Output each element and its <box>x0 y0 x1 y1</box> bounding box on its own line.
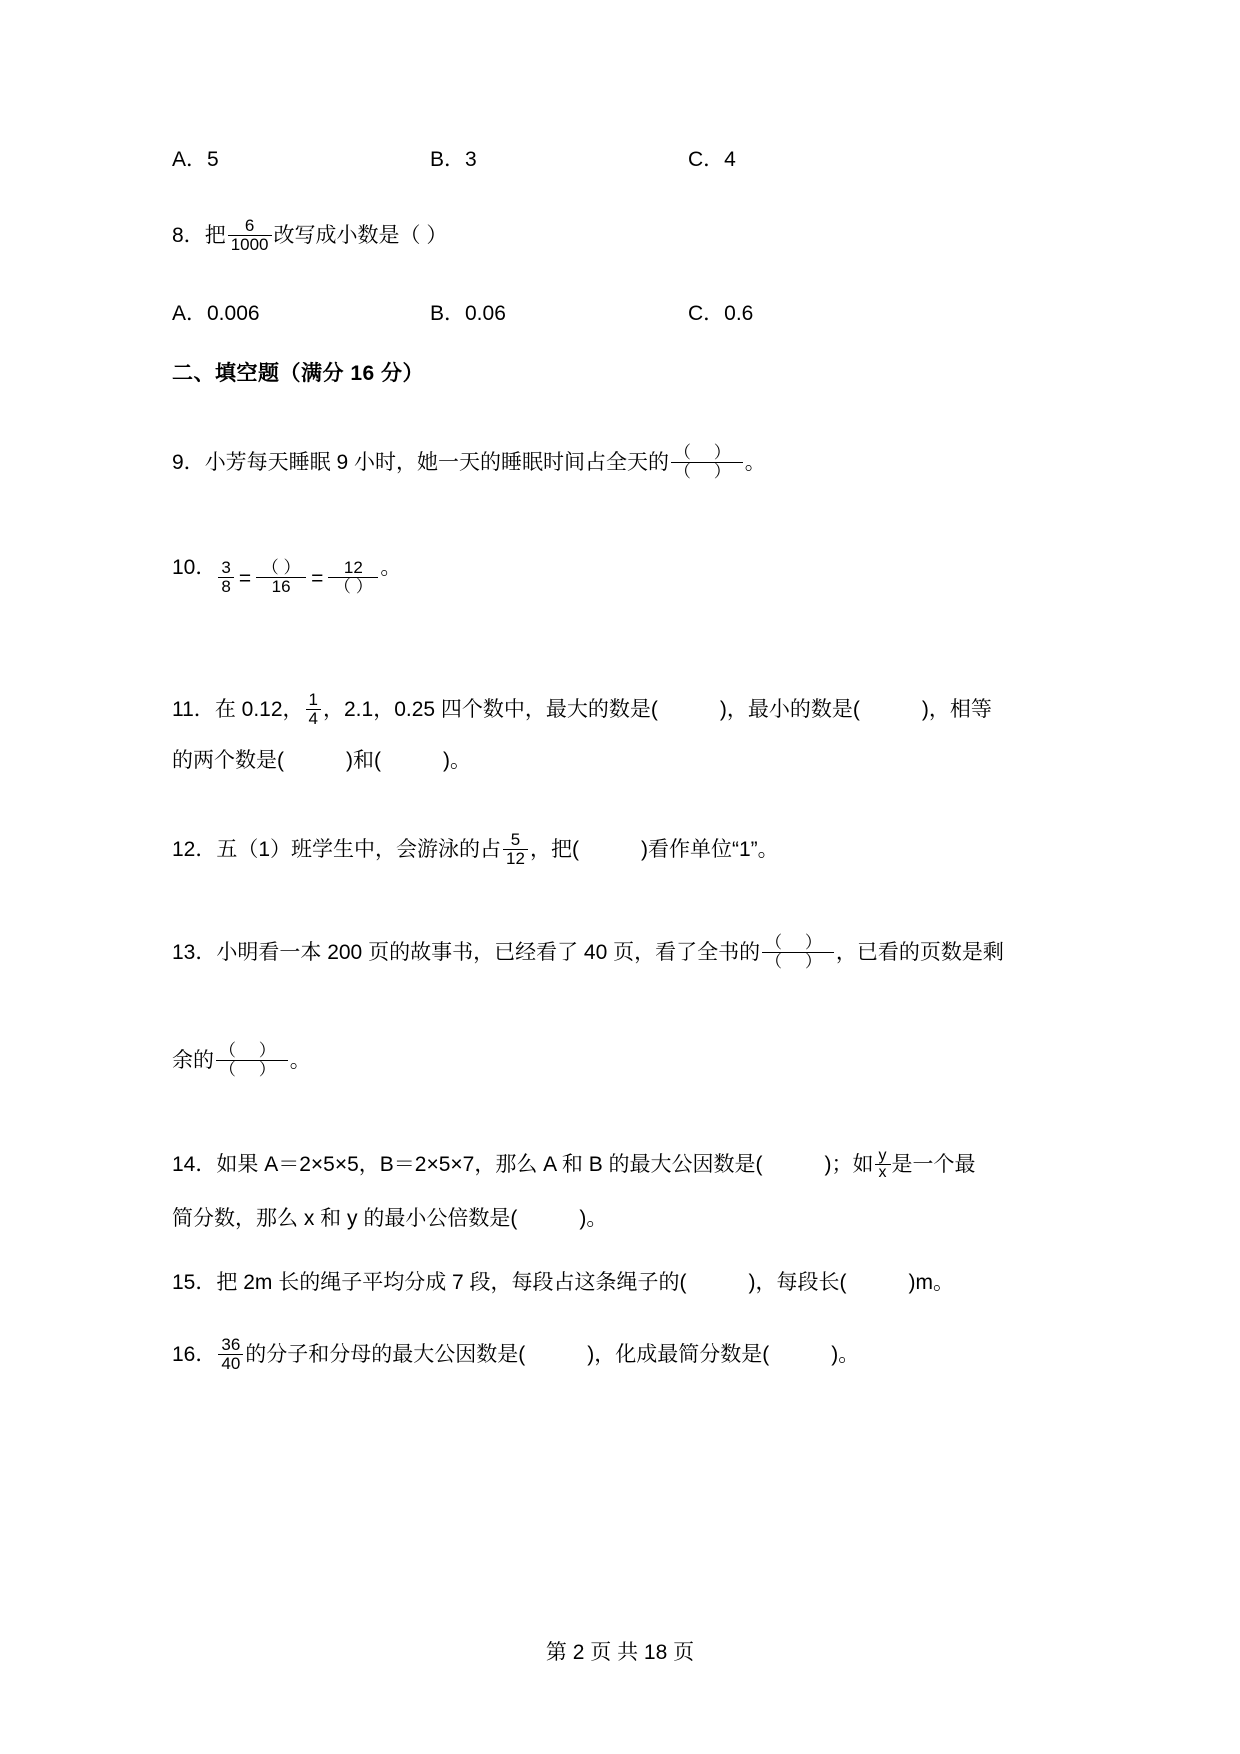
q13-line2-lead: 余的 <box>172 1048 214 1072</box>
question-13-line-1 <box>172 935 1004 972</box>
q16-text-3: )。 <box>831 1342 860 1366</box>
q10-fraction-2[interactable] <box>256 559 306 596</box>
q15-text-2: )，每段长( <box>748 1271 847 1294</box>
q12-text-1: 五（1）班学生中，会游泳的占 <box>216 837 502 861</box>
q9-tail: 。 <box>744 450 766 474</box>
q12-fraction-numerator: 5 <box>503 831 528 850</box>
q13-line2-tail: 。 <box>289 1048 311 1072</box>
q11-text-4: )，相等 <box>921 697 992 721</box>
q12-fraction <box>503 831 528 868</box>
q10-fraction-2-denominator: 16 <box>271 577 291 596</box>
q10-fraction-3-denominator-blank[interactable]: （ ） <box>333 577 373 596</box>
footer-middle: 页 共 <box>590 1641 639 1664</box>
q8-number: 8． <box>172 223 205 247</box>
q7-choice-row <box>172 143 1070 173</box>
q10-equals-2: = <box>311 566 324 590</box>
q10-fraction-3-numerator: 12 <box>328 559 378 578</box>
section-2-heading: 二、填空题（满分 16 分） <box>172 362 425 385</box>
q8-choice-row <box>172 297 1070 327</box>
q16-fraction-denominator: 40 <box>221 1354 241 1373</box>
q14-text-2: )；如 <box>824 1153 874 1177</box>
q9-number: 9． <box>172 450 205 474</box>
q16-text-2: )，化成最简分数是( <box>587 1342 770 1366</box>
q12-fraction-denominator: 12 <box>506 849 525 868</box>
q11-text-2: ，2.1，0.25 四个数中，最大的数是( <box>323 697 658 721</box>
q16-number: 16． <box>172 1342 217 1366</box>
q11-fraction-denominator: 4 <box>308 709 318 728</box>
q8-fraction-numerator: 6 <box>228 217 272 236</box>
question-8 <box>172 218 447 255</box>
q11-text-1: 在 0.12， <box>214 697 304 721</box>
q7-option-b[interactable]: B．3 <box>430 148 477 171</box>
q10-equation-chain <box>216 560 380 597</box>
q13-fraction-2-numerator-blank[interactable]: （ ） <box>216 1042 288 1061</box>
question-14-line-2 <box>172 1208 607 1229</box>
q14-fraction-y-over-x <box>875 1148 891 1181</box>
q14-fraction-numerator: y <box>875 1148 891 1165</box>
footer-prefix: 第 <box>545 1641 567 1664</box>
q10-equals-1: = <box>238 566 252 590</box>
q14-text-1: 如果 A＝2×5×5，B＝2×5×7，那么 A 和 B 的最大公因数是( <box>216 1153 763 1177</box>
q16-fraction <box>218 1336 243 1373</box>
q13-number: 13． <box>172 940 217 964</box>
question-14-line-1 <box>172 1149 976 1182</box>
q8-option-c[interactable]: C．0.6 <box>688 302 754 325</box>
q13-answer-fraction-1[interactable] <box>762 934 834 971</box>
q15-number: 15． <box>172 1271 217 1294</box>
question-11-line-1 <box>172 692 992 729</box>
q14-number: 14． <box>172 1153 217 1177</box>
q7-option-c[interactable]: C．4 <box>688 148 736 171</box>
q8-option-b[interactable]: B．0.06 <box>430 302 506 325</box>
footer-suffix: 页 <box>673 1641 695 1664</box>
q12-text-2: ，把( <box>529 837 579 861</box>
question-9 <box>172 445 766 482</box>
q9-fraction-denominator-blank[interactable]: （ ） <box>674 462 740 481</box>
q11-line2-text-a: 的两个数是( <box>172 749 284 772</box>
q11-text-3: )，最小的数是( <box>719 697 860 721</box>
q15-text-3: )m。 <box>908 1271 955 1294</box>
q8-lead: 把 <box>204 223 226 247</box>
question-11-line-2 <box>172 750 471 771</box>
q12-number: 12． <box>172 837 217 861</box>
q11-fraction-one-quarter <box>306 691 321 728</box>
q10-number: 10． <box>172 556 217 579</box>
q14-line2-text-a: 简分数，那么 x 和 y 的最小公倍数是( <box>172 1207 518 1230</box>
q16-text-1: 的分子和分母的最大公因数是( <box>245 1342 526 1366</box>
q14-fraction-denominator: x <box>878 1164 887 1181</box>
q10-fraction-1-denominator: 8 <box>221 577 231 596</box>
q11-line2-text-b: )和( <box>346 749 381 772</box>
q8-option-a[interactable]: A．0.006 <box>172 302 260 325</box>
q11-line2-text-c: )。 <box>443 749 471 772</box>
q10-fraction-1-numerator: 3 <box>218 559 233 578</box>
q13-fraction-1-denominator-blank[interactable]: （ ） <box>765 952 831 971</box>
question-12 <box>172 832 779 869</box>
q13-text-2: ，已看的页数是剩 <box>835 940 1004 964</box>
q10-fraction-1 <box>218 559 233 596</box>
q8-tail: 改写成小数是（ ） <box>273 223 448 247</box>
q14-text-3: 是一个最 <box>891 1153 976 1177</box>
q9-fraction-numerator-blank[interactable]: （ ） <box>671 444 743 463</box>
question-13-line-2 <box>172 1043 311 1080</box>
q16-fraction-numerator: 36 <box>218 1336 243 1355</box>
q8-fraction <box>228 217 272 254</box>
q9-answer-fraction[interactable] <box>671 444 743 481</box>
q10-fraction-3[interactable] <box>328 559 378 596</box>
question-15 <box>172 1272 954 1293</box>
q7-option-a[interactable]: A．5 <box>172 148 219 171</box>
q13-answer-fraction-2[interactable] <box>216 1042 288 1079</box>
q10-tail: 。 <box>380 556 402 579</box>
footer-total-pages: 18 <box>643 1641 668 1664</box>
q13-text-1: 小明看一本 200 页的故事书，已经看了 40 页，看了全书的 <box>216 940 761 964</box>
question-16 <box>172 1337 859 1374</box>
question-10 <box>172 557 401 597</box>
q13-fraction-1-numerator-blank[interactable]: （ ） <box>762 934 834 953</box>
q8-fraction-denominator: 1000 <box>230 235 269 254</box>
footer-page-number: 2 <box>572 1641 585 1664</box>
q11-fraction-numerator: 1 <box>306 691 321 710</box>
q10-fraction-2-numerator-blank[interactable]: （ ） <box>256 559 306 578</box>
q9-text: 小芳每天睡眠 9 小时，她一天的睡眠时间占全天的 <box>204 450 670 474</box>
q15-text-1: 把 2m 长的绳子平均分成 7 段，每段占这条绳子的( <box>216 1271 687 1294</box>
page-footer <box>0 1636 1240 1666</box>
q11-number: 11． <box>172 697 215 721</box>
q14-line2-text-b: )。 <box>579 1207 608 1230</box>
q13-fraction-2-denominator-blank[interactable]: （ ） <box>219 1060 285 1079</box>
q12-text-3: )看作单位“1”。 <box>640 837 779 861</box>
